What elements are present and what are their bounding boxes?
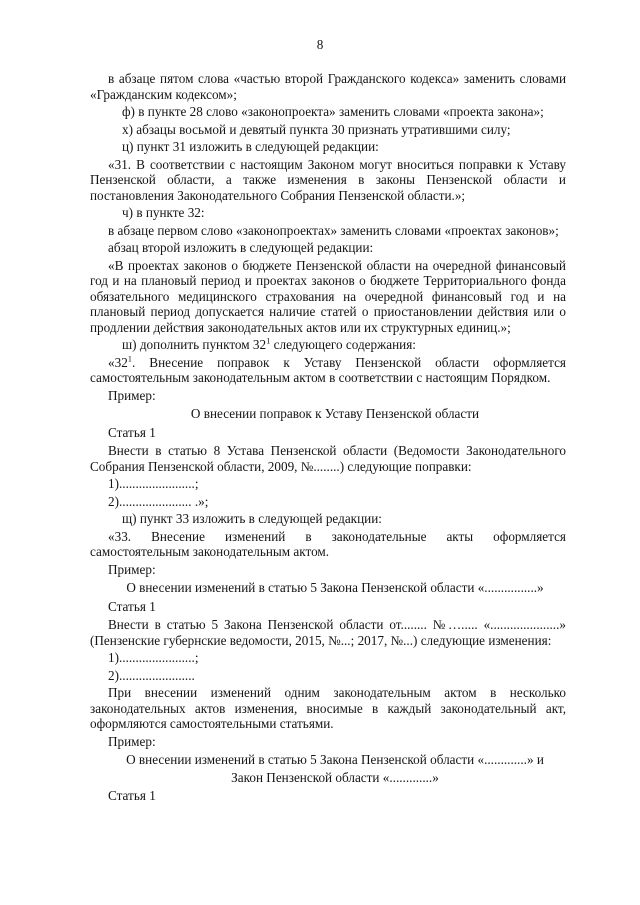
quoted-paragraph: «33. Внесение изменений в законодательные акты оформляется самостоятельным законодательным актом. <box>90 528 566 559</box>
quoted-paragraph: «В проектах законов о бюджете Пензенской области на очередной финансовый год и на плановый период и проектах законов о бюджете Территориального фонда обязательного медицинского страхования на очередной финансовый год и на плановый период допускается наличие статей о приостановлении действия или о продлении действия законодательных актов или их структурных единиц.»; <box>90 257 566 335</box>
list-item: ф) в пункте 28 слово «законопроекта» заменить словами «проекта закона»; <box>122 104 544 119</box>
paragraph: в абзаце первом слово «законопроектах» заменить словами «проектах законов»; <box>108 222 559 238</box>
paragraph: Внести в статью 5 Закона Пензенской области от........ №…..... «.....................» (Пензенские губернские ведомости, 2015, №...; 2017, №...) следующие изменения: <box>90 617 566 648</box>
enumerated-line: 2)...................... .»; <box>108 493 209 509</box>
paragraph: Внести в статью 8 Устава Пензенской области (Ведомости Законодательного Собрания Пензенской области, 2009, №........) следующие поправки: <box>90 443 566 474</box>
enumerated-line: 1).......................; <box>108 476 199 491</box>
example-title: О внесении поправок к Уставу Пензенской области <box>190 406 480 421</box>
paragraph: в абзаце пятом слова «частью второй Гражданского кодекса» заменить словами «Гражданским кодексом»; <box>90 71 566 102</box>
list-item: х) абзацы восьмой и девятый пункта 30 признать утратившими силу; <box>122 121 511 137</box>
paragraph-text: «32 <box>108 354 128 370</box>
list-item: щ) пункт 33 изложить в следующей редакции: <box>122 511 382 526</box>
paragraph-text: . Внесение поправок к Уставу Пензенской области оформляется самостоятельным законодательным актом в соответствии с настоящим Порядком. <box>90 354 566 385</box>
list-item: ч) в пункте 32: <box>122 205 205 220</box>
list-item-text: ш) дополнить пунктом 32 <box>122 337 267 352</box>
example-label: Пример: <box>108 387 156 403</box>
quoted-paragraph: «31. В соответствии с настоящим Законом могут вноситься поправки к Уставу Пензенской области, а также изменения в законы Пензенской области и постановления Законодательного Собрания Пензенской области.»; <box>90 156 566 203</box>
article-label: Статья 1 <box>108 598 156 614</box>
article-label: Статья 1 <box>108 424 156 440</box>
article-label: Статья 1 <box>108 788 156 803</box>
example-title: О внесении изменений в статью 5 Закона Пензенской области «................» <box>126 580 544 595</box>
page-number: 8 <box>316 37 324 52</box>
document-body <box>90 71 566 806</box>
quoted-paragraph <box>90 355 566 386</box>
superscript: 1 <box>127 353 133 364</box>
paragraph: абзац второй изложить в следующей редакции: <box>108 240 374 255</box>
list-item <box>90 337 566 353</box>
list-item-text: следующего содержания: <box>270 337 416 352</box>
superscript: 1 <box>266 335 271 346</box>
example-label: Пример: <box>108 561 156 577</box>
list-item: ц) пункт 31 изложить в следующей редакции: <box>122 139 379 154</box>
example-title-line-1: О внесении изменений в статью 5 Закона Пензенской области «.............» и <box>126 752 544 767</box>
enumerated-line: 2)....................... <box>108 667 195 683</box>
enumerated-line: 1).......................; <box>108 650 199 665</box>
example-title-line-2: Закон Пензенской области «.............» <box>231 769 439 785</box>
paragraph: При внесении изменений одним законодательным актом в несколько законодательных актов изменения, вносимые в каждый законодательный акт, оформляются самостоятельными статьями. <box>90 685 566 731</box>
example-label: Пример: <box>108 733 156 749</box>
